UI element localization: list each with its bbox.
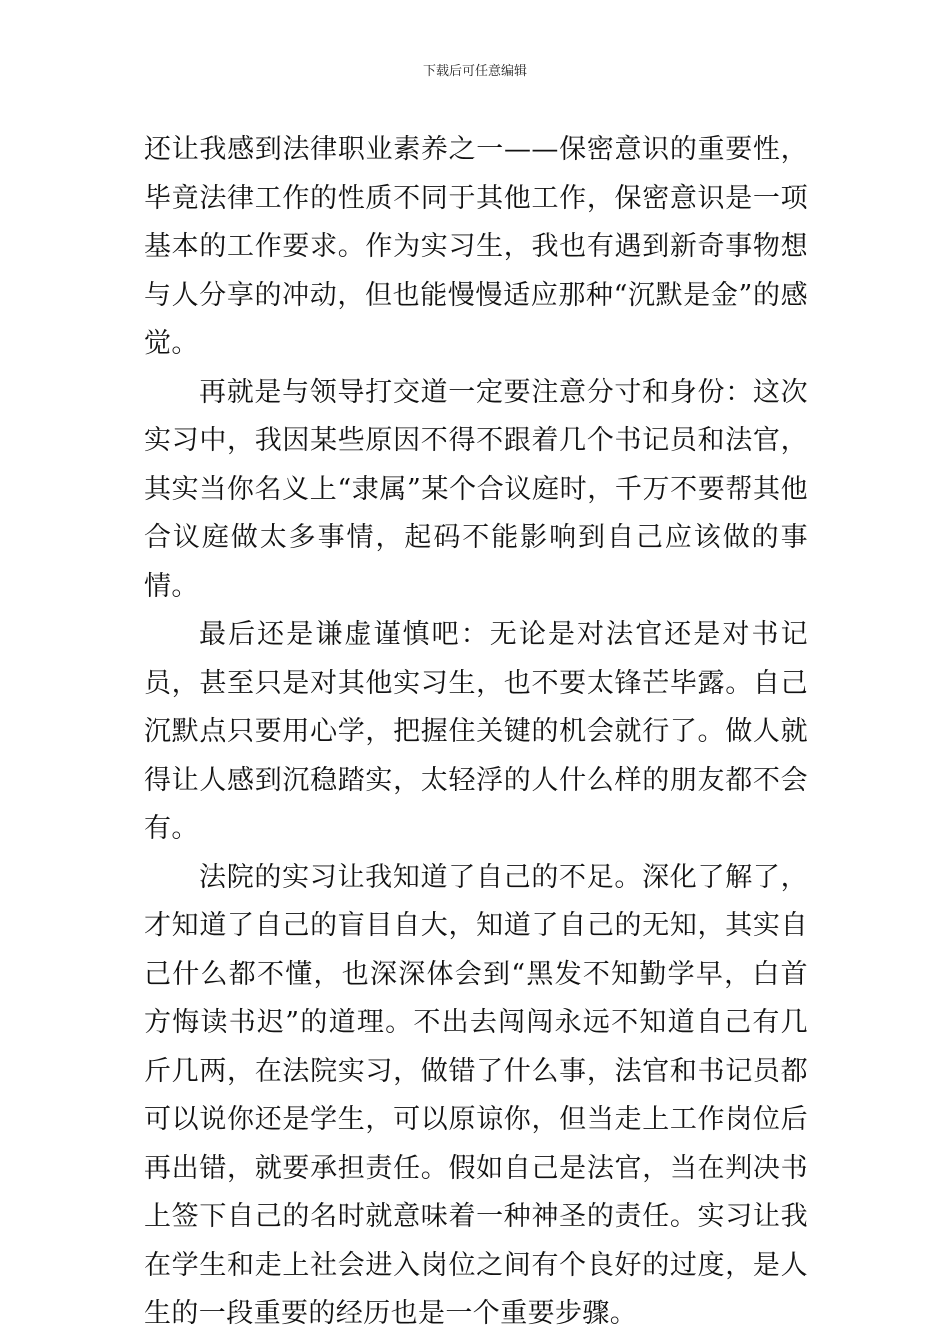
document-body	[144, 126, 808, 1339]
paragraph-leadership: 再就是与领导打交道一定要注意分寸和身份：这次实习中，我因某些原因不得不跟着几个书记员和法官，其实当你名义上“隶属”某个合议庭时，千万不要帮其他合议庭做太多事情，起码不能影响到自己应该做的事情。	[144, 376, 808, 602]
paragraph-confidentiality: 还让我感到法律职业素养之一——保密意识的重要性，毕竟法律工作的性质不同于其他工作，保密意识是一项基本的工作要求。作为实习生，我也有遇到新奇事物想与人分享的冲动，但也能慢慢适应那种“沉默是金”的感觉。	[144, 134, 808, 359]
paragraph-reflection: 法院的实习让我知道了自己的不足。深化了解了，才知道了自己的盲目自大，知道了自己的无知，其实自己什么都不懂，也深深体会到“黑发不知勤学早，白首方悔读书迟”的道理。不出去闯闯永远不知道自己有几斤几两，在法院实习，做错了什么事，法官和书记员都可以说你还是学生，可以原谅你，但当走上工作岗位后再出错，就要承担责任。假如自己是法官，当在判决书上签下自己的名时就意味着一种神圣的责任。实习让我在学生和走上社会进入岗位之间有个良好的过度，是人生的一段重要的经历也是一个重要步骤。	[144, 861, 808, 1329]
page-header: 下载后可任意编辑	[422, 64, 527, 79]
paragraph-modesty: 最后还是谦虚谨慎吧：无论是对法官还是对书记员，甚至只是对其他实习生，也不要太锋芒毕露。自己沉默点只要用心学，把握住关键的机会就行了。做人就得让人感到沉稳踏实，太轻浮的人什么样的朋友都不会有。	[144, 619, 808, 844]
